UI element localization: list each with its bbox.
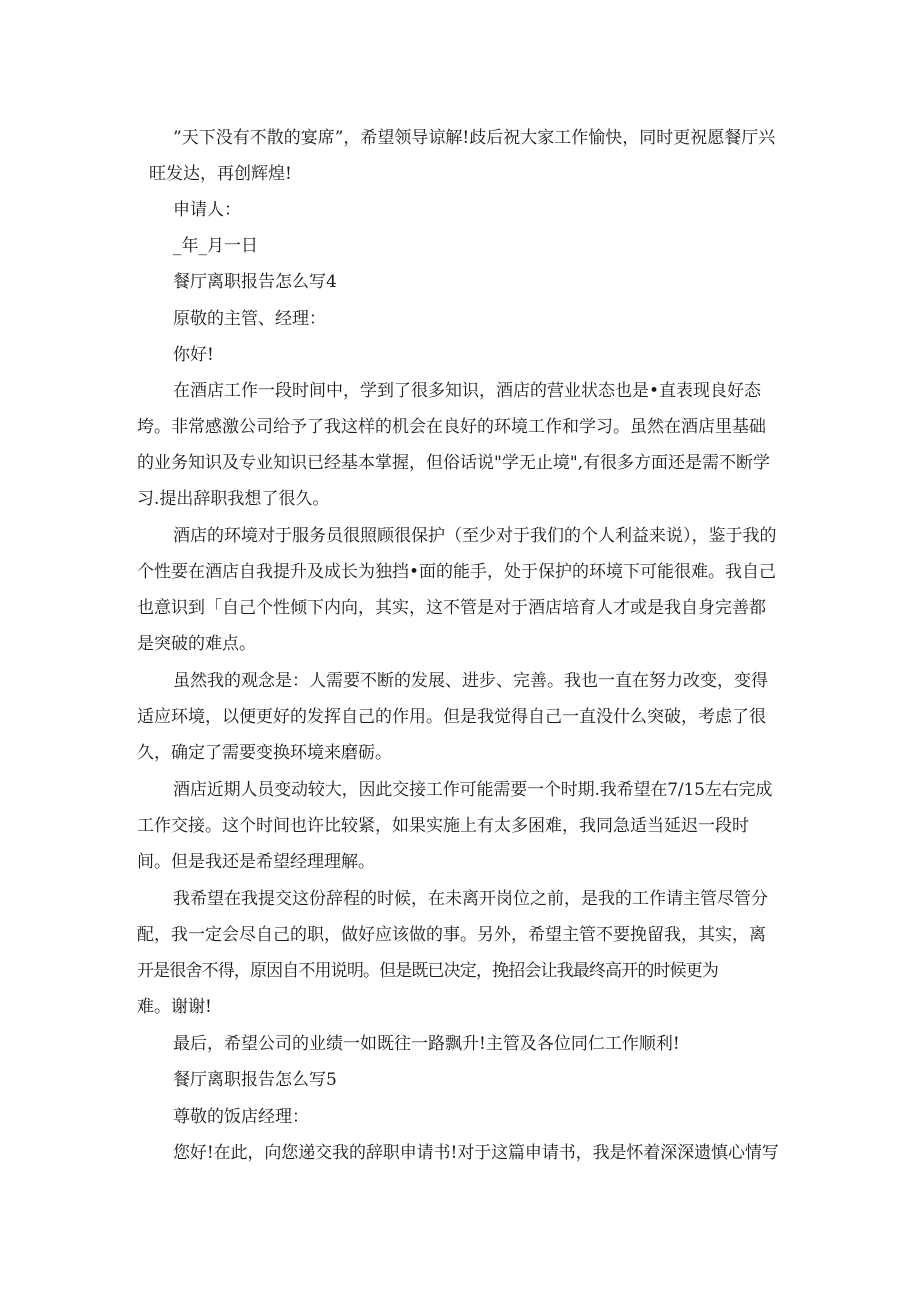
text-line: 最后，希望公司的业绩一如既往一路飘升!主管及各位同仁工作顺利! — [173, 1034, 680, 1054]
text-line: 你好! — [173, 345, 214, 365]
text-line: 配，我一定会尽自己的职，做好应该做的事。另外，希望主管不要挽留我，其实，离 — [137, 925, 766, 945]
text-line: 间。但是我还是希望经理理解。 — [137, 852, 375, 872]
text-line: 的业务知识及专业知识已经基本掌握，但俗话说"学无止境",有很多方面还是需不断学 — [137, 453, 771, 473]
text-line: 适应环境，以便更好的发挥自己的作用。但是我觉得自己一直没什么突破，考虑了很 — [137, 707, 766, 727]
text-line: 是突破的难点。 — [137, 634, 256, 654]
text-line: 您好!在此，向您递交我的辞职申请书!对于这篇申请书，我是怀着深深遗慎心情写 — [173, 1143, 779, 1163]
section-heading: 餐厅离职报告怎么写4 — [173, 272, 337, 292]
text-line: 个性要在酒店自我提升及成长为独挡•面的能手，处于保护的环境下可能很难。我自己 — [137, 562, 777, 582]
text-line: 也意识到「自己个性倾下内向，其实，这不管是对于酒店培育人才或是我自身完善都 — [137, 598, 766, 618]
text-line: 酒店近期人员变动较大，因此交接工作可能需要一个时期.我希望在7/15左右完成 — [173, 780, 773, 800]
text-line: 开是很舍不得，原因自不用说明。但是既已决定，挽招会让我最终高开的时候更为 — [137, 961, 719, 981]
text-line: ”天下没有不散的宴席”，希望领导谅解!歧后祝大家工作愉快，同时更祝愿餐厅兴 — [173, 128, 776, 148]
text-line: _年_月一日 — [173, 236, 258, 256]
text-line: 申请人： — [173, 200, 241, 220]
text-line: 垮。非常感激公司给予了我这样的机会在良好的环境工作和学习。虽然在酒店里基础 — [137, 417, 766, 437]
section-heading: 餐厅离职报告怎么写5 — [173, 1070, 337, 1090]
text-line: 难。谢谢! — [137, 997, 212, 1017]
text-line: 我希望在我提交这份辞程的时候，在未离开岗位之前，是我的工作请主管尽管分 — [173, 889, 768, 909]
text-line: 习.提出辞职我想了很久。 — [137, 489, 330, 509]
text-line: 工作交接。这个时间也许比较紧，如果实施上有太多困难，我同急适当延迟一段时 — [137, 816, 749, 836]
text-line: 尊敬的饭店经理： — [173, 1107, 309, 1127]
text-line: 原敬的主管、经理： — [173, 309, 326, 329]
text-line: 酒店的环境对于服务员很照顾很保护（至少对于我们的个人利益来说），鉴于我的 — [173, 526, 777, 546]
text-line: 久，确定了需要变换环境来磨砺。 — [137, 743, 392, 763]
text-line: 虽然我的观念是：人需要不断的发展、进步、完善。我也一直在努力改变，变得 — [173, 671, 768, 691]
text-line: 旺发达，再创辉煌! — [149, 164, 292, 184]
text-line: 在酒店工作一段时间中，学到了很多知识，酒店的营业状态也是•直表现良好态 — [173, 381, 762, 401]
